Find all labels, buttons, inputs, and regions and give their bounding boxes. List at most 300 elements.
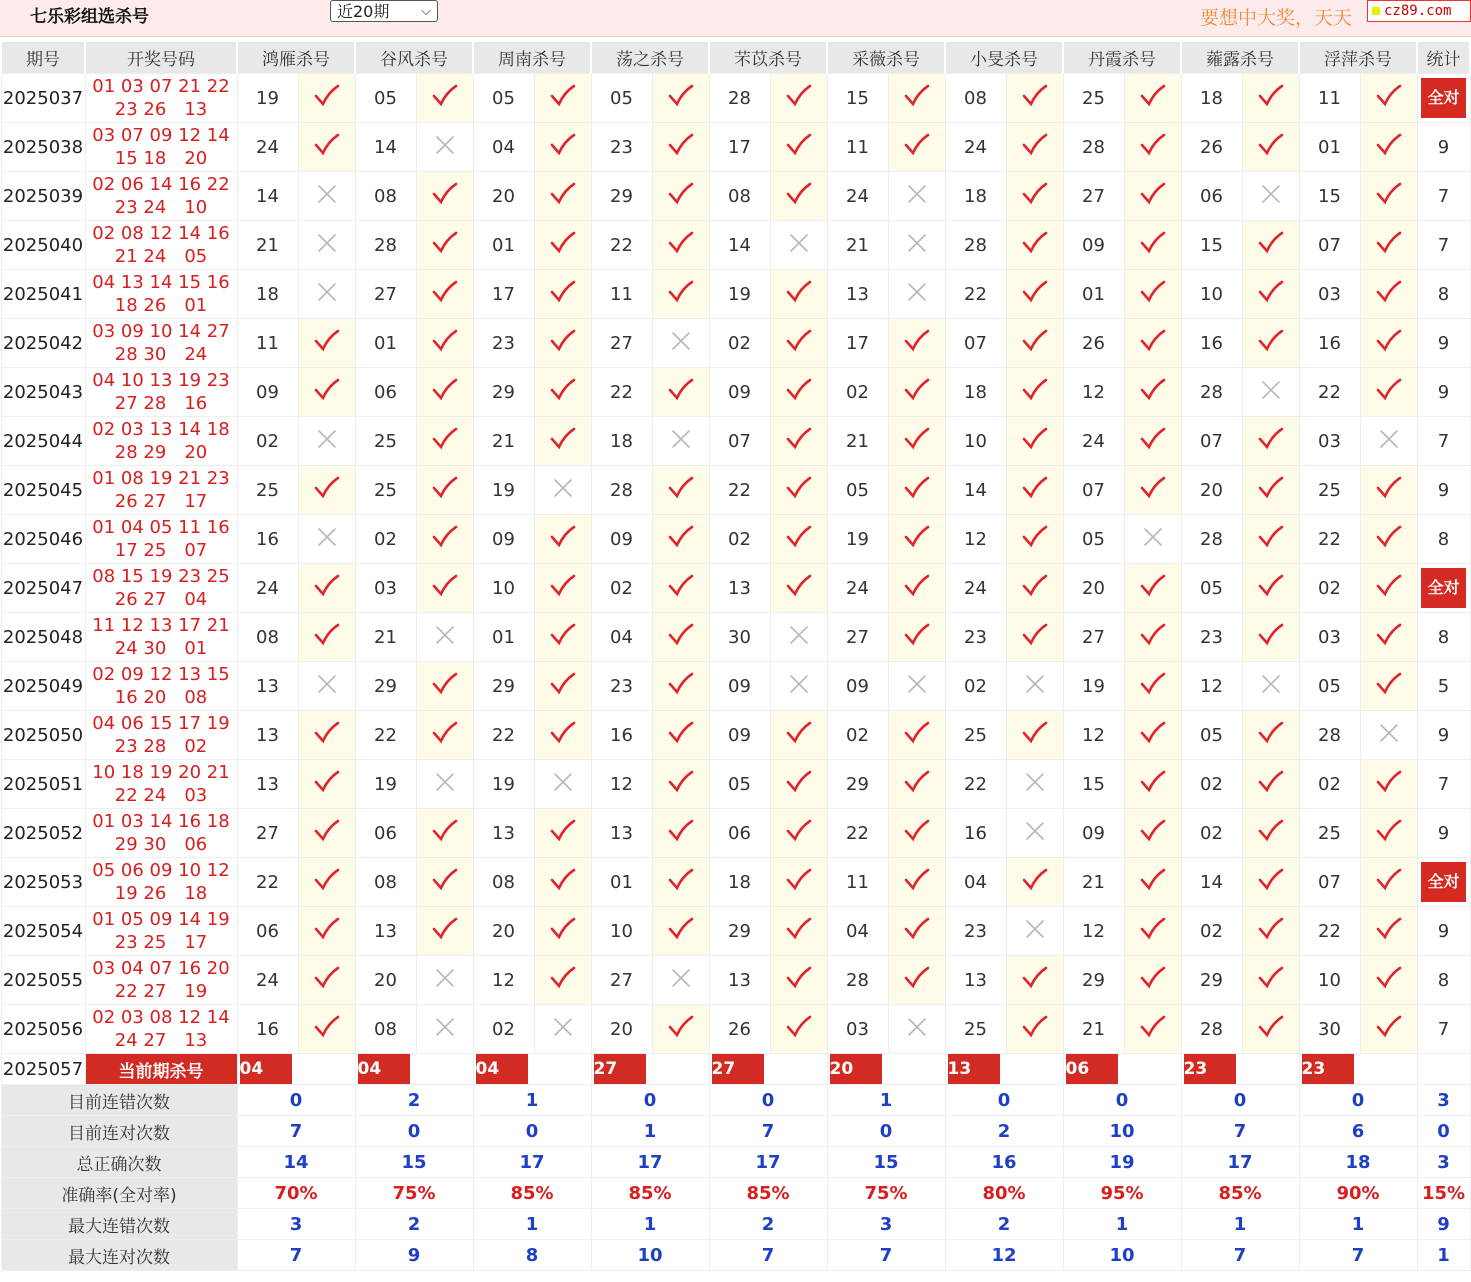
hit-cell (1360, 270, 1417, 319)
hit-cell (652, 270, 709, 319)
kill-number: 08 (355, 858, 416, 907)
special-number: 20 (184, 148, 208, 169)
red-check-icon (1376, 1014, 1402, 1040)
hit-cell (652, 907, 709, 956)
kill-number: 12 (1181, 662, 1242, 711)
current-kill-cell (355, 1054, 473, 1085)
red-check-icon (1258, 426, 1284, 452)
special-number: 01 (184, 295, 208, 316)
hit-cell (1124, 711, 1181, 760)
stat-row (1, 1240, 1470, 1271)
draw-numbers-line2 (86, 490, 237, 513)
red-check-icon (1022, 230, 1048, 256)
current-kill-cell (591, 1054, 709, 1085)
red-check-icon (1258, 818, 1284, 844)
draw-numbers-line1: 03 07 09 12 14 (92, 125, 230, 146)
kill-number: 29 (473, 368, 534, 417)
draw-numbers (85, 368, 237, 417)
gray-cross-icon (904, 1014, 930, 1040)
kill-number: 07 (1299, 858, 1360, 907)
draw-numbers-line2-main: 26 27 (114, 589, 167, 610)
kill-number: 13 (237, 662, 298, 711)
red-check-icon (668, 769, 694, 795)
table-row (1, 417, 1470, 466)
table-row (1, 956, 1470, 1005)
special-number: 17 (184, 932, 208, 953)
kill-number: 01 (1299, 123, 1360, 172)
hit-cell (534, 956, 591, 1005)
red-check-icon (314, 867, 340, 893)
hit-cell (1006, 319, 1063, 368)
red-check-icon (786, 720, 812, 746)
hit-cell (1360, 662, 1417, 711)
red-check-icon (1022, 328, 1048, 354)
issue-number: 2025055 (1, 956, 85, 1005)
red-check-icon (1376, 132, 1402, 158)
red-check-icon (432, 279, 458, 305)
current-kill-number: 13 (948, 1054, 1000, 1084)
hit-cell (298, 809, 355, 858)
draw-numbers-line2-main: 23 26 (114, 99, 167, 120)
gray-cross-icon (1140, 524, 1166, 550)
red-check-icon (432, 671, 458, 697)
red-check-icon (786, 328, 812, 354)
hit-cell (1242, 417, 1299, 466)
miss-cell (534, 760, 591, 809)
row-total: 7 (1417, 172, 1470, 221)
hit-cell (1124, 809, 1181, 858)
stat-value: 0 (945, 1085, 1063, 1116)
kill-number: 09 (827, 662, 888, 711)
stat-total: 15% (1417, 1178, 1470, 1209)
red-check-icon (432, 524, 458, 550)
hit-cell (534, 221, 591, 270)
red-check-icon (668, 475, 694, 501)
special-number: 04 (184, 589, 208, 610)
miss-cell (298, 270, 355, 319)
kill-number: 22 (591, 368, 652, 417)
stat-value: 70% (237, 1178, 355, 1209)
hit-cell (1006, 417, 1063, 466)
hit-cell (1360, 907, 1417, 956)
hit-cell (1360, 515, 1417, 564)
miss-cell (770, 662, 827, 711)
gray-cross-icon (1022, 916, 1048, 942)
miss-cell (416, 956, 473, 1005)
draw-numbers-line2-main: 29 30 (114, 834, 167, 855)
kill-number: 30 (1299, 1005, 1360, 1054)
draw-numbers-line1: 02 03 08 12 14 (92, 1007, 230, 1028)
kill-number: 12 (473, 956, 534, 1005)
col-header-total: 统计 (1417, 42, 1470, 74)
draw-numbers (85, 1005, 237, 1054)
kill-number: 13 (709, 564, 770, 613)
hit-cell (1242, 123, 1299, 172)
kill-number: 02 (1299, 760, 1360, 809)
kill-number: 19 (237, 74, 298, 123)
red-check-icon (668, 867, 694, 893)
draw-numbers (85, 809, 237, 858)
red-check-icon (786, 524, 812, 550)
stat-value: 16 (945, 1147, 1063, 1178)
kill-number: 27 (355, 270, 416, 319)
draw-numbers (85, 466, 237, 515)
kill-number: 24 (827, 172, 888, 221)
gray-cross-icon (432, 965, 458, 991)
red-check-icon (904, 426, 930, 452)
draw-numbers (85, 515, 237, 564)
chevron-down-icon: ⌵ (421, 4, 431, 19)
col-header-expert: 周南杀号 (473, 42, 591, 74)
hit-cell (298, 368, 355, 417)
red-check-icon (550, 377, 576, 403)
kill-number: 28 (709, 74, 770, 123)
red-check-icon (314, 965, 340, 991)
draw-numbers-line2-main: 24 27 (114, 1030, 167, 1051)
draw-numbers-line2 (86, 147, 237, 170)
kill-number: 15 (1063, 760, 1124, 809)
stat-value: 17 (473, 1147, 591, 1178)
gray-cross-icon (550, 475, 576, 501)
stat-value: 15 (827, 1147, 945, 1178)
hit-cell (1360, 221, 1417, 270)
red-check-icon (1258, 230, 1284, 256)
draw-numbers-line2-main: 24 30 (114, 638, 167, 659)
miss-cell (416, 123, 473, 172)
red-check-icon (432, 328, 458, 354)
miss-cell (534, 1005, 591, 1054)
hit-cell (1006, 613, 1063, 662)
hit-cell (1124, 74, 1181, 123)
red-check-icon (550, 622, 576, 648)
hit-cell (416, 907, 473, 956)
kill-number: 23 (473, 319, 534, 368)
red-check-icon (1022, 426, 1048, 452)
gray-cross-icon (1258, 181, 1284, 207)
row-total: 9 (1417, 711, 1470, 760)
hit-cell (1242, 1005, 1299, 1054)
table-row (1, 1005, 1470, 1054)
kill-number: 10 (1299, 956, 1360, 1005)
kill-number: 24 (1063, 417, 1124, 466)
kill-number: 21 (355, 613, 416, 662)
stat-total: 3 (1417, 1147, 1470, 1178)
col-header-expert: 小旻杀号 (945, 42, 1063, 74)
hit-cell (1124, 417, 1181, 466)
hit-cell (1242, 515, 1299, 564)
kill-number: 05 (355, 74, 416, 123)
draw-numbers-line2 (86, 833, 237, 856)
kill-number: 26 (1181, 123, 1242, 172)
special-number: 24 (184, 344, 208, 365)
current-kill-number: 04 (476, 1054, 528, 1084)
hit-cell (888, 907, 945, 956)
slogan-marquee: 要想中大奖，天天 (1200, 7, 1353, 29)
hit-cell (1006, 956, 1063, 1005)
kill-number: 07 (709, 417, 770, 466)
red-check-icon (550, 132, 576, 158)
issue-number: 2025037 (1, 74, 85, 123)
hit-cell (534, 515, 591, 564)
hit-cell (416, 319, 473, 368)
kill-number: 28 (355, 221, 416, 270)
kill-number: 13 (237, 711, 298, 760)
gray-cross-icon (432, 1014, 458, 1040)
hit-cell (1242, 564, 1299, 613)
red-check-icon (314, 622, 340, 648)
red-check-icon (1258, 916, 1284, 942)
red-check-icon (904, 524, 930, 550)
period-select[interactable] (330, 0, 438, 22)
kill-number: 19 (355, 760, 416, 809)
table-row (1, 123, 1470, 172)
red-check-icon (904, 573, 930, 599)
hit-cell (1360, 809, 1417, 858)
stat-value: 0 (355, 1116, 473, 1147)
stat-row (1, 1147, 1470, 1178)
kill-number: 18 (1181, 74, 1242, 123)
kill-number: 28 (1181, 1005, 1242, 1054)
red-check-icon (1140, 328, 1166, 354)
kill-number: 18 (237, 270, 298, 319)
red-check-icon (314, 377, 340, 403)
red-check-icon (432, 181, 458, 207)
kill-number: 09 (473, 515, 534, 564)
red-check-icon (314, 132, 340, 158)
hit-cell (298, 564, 355, 613)
kill-number: 15 (1299, 172, 1360, 221)
special-number: 02 (184, 736, 208, 757)
draw-numbers-line1: 02 06 14 16 22 (92, 174, 230, 195)
hit-cell (888, 858, 945, 907)
draw-numbers-line2-main: 28 30 (114, 344, 167, 365)
issue-number: 2025046 (1, 515, 85, 564)
stat-value: 1 (1181, 1209, 1299, 1240)
special-number: 13 (184, 99, 208, 120)
top-bar (0, 0, 1471, 37)
kill-number: 12 (1063, 368, 1124, 417)
red-check-icon (432, 377, 458, 403)
red-check-icon (904, 916, 930, 942)
red-check-icon (668, 622, 694, 648)
stat-value: 8 (473, 1240, 591, 1271)
kill-number: 09 (237, 368, 298, 417)
hit-cell (1242, 270, 1299, 319)
red-check-icon (1140, 1014, 1166, 1040)
stat-value: 85% (1181, 1178, 1299, 1209)
stat-value: 95% (1063, 1178, 1181, 1209)
special-number: 16 (184, 393, 208, 414)
hit-cell (652, 858, 709, 907)
red-check-icon (1376, 671, 1402, 697)
miss-cell (298, 221, 355, 270)
kill-number: 08 (709, 172, 770, 221)
red-check-icon (1258, 475, 1284, 501)
kill-number: 25 (355, 466, 416, 515)
site-logo[interactable] (1367, 0, 1471, 22)
hit-cell (770, 907, 827, 956)
red-check-icon (432, 230, 458, 256)
kill-number: 21 (1063, 858, 1124, 907)
kill-number: 07 (1299, 221, 1360, 270)
issue-number: 2025048 (1, 613, 85, 662)
red-check-icon (432, 83, 458, 109)
red-check-icon (550, 867, 576, 893)
kill-number: 13 (709, 956, 770, 1005)
red-check-icon (786, 867, 812, 893)
stat-row (1, 1085, 1470, 1116)
hit-cell (652, 564, 709, 613)
red-check-icon (668, 818, 694, 844)
red-check-icon (432, 426, 458, 452)
current-total-empty (1417, 1054, 1470, 1085)
red-check-icon (1258, 622, 1284, 648)
hit-cell (1006, 270, 1063, 319)
red-check-icon (1022, 720, 1048, 746)
red-check-icon (668, 573, 694, 599)
hit-cell (888, 74, 945, 123)
stat-value: 85% (709, 1178, 827, 1209)
miss-cell (1242, 172, 1299, 221)
kill-number: 22 (1299, 907, 1360, 956)
kill-number: 05 (1181, 711, 1242, 760)
draw-numbers-line2 (86, 441, 237, 464)
hit-cell (1124, 613, 1181, 662)
red-check-icon (432, 818, 458, 844)
kill-number: 16 (1299, 319, 1360, 368)
hit-cell (416, 515, 473, 564)
all-correct-badge: 全对 (1421, 568, 1466, 608)
hit-cell (888, 809, 945, 858)
draw-numbers (85, 613, 237, 662)
red-check-icon (786, 916, 812, 942)
kill-number: 19 (473, 466, 534, 515)
kill-number: 27 (827, 613, 888, 662)
red-check-icon (314, 769, 340, 795)
row-total: 9 (1417, 319, 1470, 368)
red-check-icon (1022, 622, 1048, 648)
row-total: 9 (1417, 907, 1470, 956)
all-correct-badge: 全对 (1421, 78, 1466, 118)
draw-numbers-line2-main: 15 18 (114, 148, 167, 169)
hit-cell (652, 172, 709, 221)
stat-value: 1 (827, 1085, 945, 1116)
kill-number: 09 (1063, 221, 1124, 270)
kill-number: 05 (709, 760, 770, 809)
draw-numbers (85, 270, 237, 319)
kill-number: 22 (1299, 368, 1360, 417)
col-header-expert: 采薇杀号 (827, 42, 945, 74)
special-number: 06 (184, 834, 208, 855)
stat-value: 15 (355, 1147, 473, 1178)
stat-value: 0 (237, 1085, 355, 1116)
kill-number: 28 (945, 221, 1006, 270)
table-row (1, 515, 1470, 564)
draw-numbers (85, 858, 237, 907)
row-total: 7 (1417, 417, 1470, 466)
kill-number: 03 (355, 564, 416, 613)
current-kill-label: 当前期杀号 (85, 1054, 237, 1085)
red-check-icon (904, 622, 930, 648)
row-total: 8 (1417, 270, 1470, 319)
gray-cross-icon (786, 230, 812, 256)
hit-cell (416, 172, 473, 221)
gray-cross-icon (314, 279, 340, 305)
hit-cell (1006, 564, 1063, 613)
stat-value: 2 (355, 1085, 473, 1116)
kill-number: 22 (355, 711, 416, 760)
red-check-icon (314, 573, 340, 599)
current-kill-number: 23 (1302, 1054, 1354, 1084)
stat-value: 0 (591, 1085, 709, 1116)
red-check-icon (786, 83, 812, 109)
red-check-icon (786, 426, 812, 452)
red-check-icon (668, 671, 694, 697)
gray-cross-icon (550, 1014, 576, 1040)
draw-numbers (85, 172, 237, 221)
red-check-icon (1258, 83, 1284, 109)
draw-numbers-line1: 02 08 12 14 16 (92, 223, 230, 244)
red-check-icon (1022, 83, 1048, 109)
stat-value: 90% (1299, 1178, 1417, 1209)
draw-numbers-line2 (86, 196, 237, 219)
issue-number: 2025039 (1, 172, 85, 221)
kill-number: 09 (709, 662, 770, 711)
stat-value: 17 (1181, 1147, 1299, 1178)
kill-number: 02 (827, 711, 888, 760)
table-row (1, 907, 1470, 956)
red-check-icon (904, 132, 930, 158)
draw-numbers-line2 (86, 98, 237, 121)
kill-number: 06 (1181, 172, 1242, 221)
kill-number: 20 (591, 1005, 652, 1054)
draw-numbers (85, 319, 237, 368)
col-header-issue: 期号 (1, 42, 85, 74)
kill-number: 11 (591, 270, 652, 319)
red-check-icon (1376, 818, 1402, 844)
kill-number: 03 (827, 1005, 888, 1054)
hit-cell (1242, 956, 1299, 1005)
kill-number: 22 (827, 809, 888, 858)
kill-number: 27 (591, 956, 652, 1005)
stat-value: 2 (945, 1116, 1063, 1147)
red-check-icon (1258, 965, 1284, 991)
draw-numbers-line2-main: 22 27 (114, 981, 167, 1002)
stat-value: 3 (827, 1209, 945, 1240)
kill-number: 03 (1299, 270, 1360, 319)
kill-number: 25 (1063, 74, 1124, 123)
kill-number: 23 (945, 613, 1006, 662)
hit-cell (888, 368, 945, 417)
red-check-icon (786, 769, 812, 795)
stat-value: 10 (1063, 1240, 1181, 1271)
hit-cell (1360, 466, 1417, 515)
gray-cross-icon (904, 230, 930, 256)
special-number: 10 (184, 197, 208, 218)
red-check-icon (1258, 867, 1284, 893)
stat-value: 10 (591, 1240, 709, 1271)
hit-cell (1360, 368, 1417, 417)
hit-cell (416, 417, 473, 466)
kill-number: 12 (945, 515, 1006, 564)
stat-value: 2 (355, 1209, 473, 1240)
stat-value: 0 (473, 1116, 591, 1147)
hit-cell (1124, 1005, 1181, 1054)
miss-cell (1242, 662, 1299, 711)
kill-number: 12 (591, 760, 652, 809)
red-check-icon (550, 818, 576, 844)
stat-value: 7 (827, 1240, 945, 1271)
